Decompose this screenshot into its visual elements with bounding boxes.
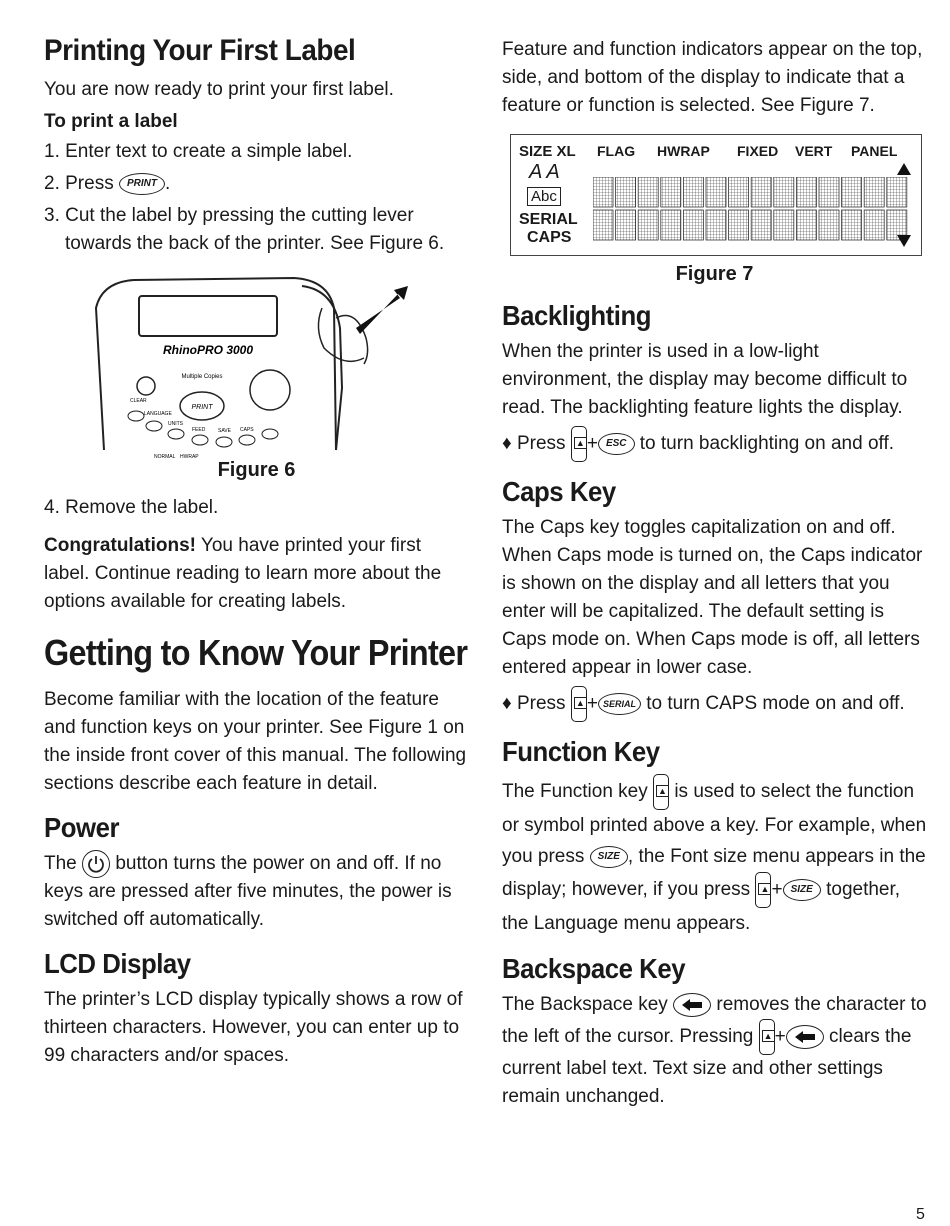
- function-key-icon: [571, 686, 587, 722]
- printer-normal-label: NORMAL: [154, 454, 176, 460]
- figure-7-lcd-display: [510, 134, 922, 256]
- backspace-text-b: removes the character to the left of the cursor. Pressing: [502, 994, 927, 1048]
- steps-list: [44, 138, 469, 258]
- lcd-character-cell: [638, 177, 658, 207]
- lcd-character-cell: [819, 210, 839, 240]
- function-key-icon: [571, 426, 587, 462]
- lcd-character-cell: [864, 177, 884, 207]
- power-text-b: button turns the power on and off. If no keys are pressed after five minutes, the power is switched off automatically.: [44, 853, 452, 931]
- lcd-character-cell: [683, 177, 703, 207]
- backlight-bullet-a: ♦ Press: [502, 433, 566, 455]
- caps-bullet: [502, 686, 927, 722]
- backspace-key-icon: [673, 993, 711, 1017]
- printer-language-label: LANGUAGE: [144, 411, 172, 417]
- power-text-a: The: [44, 853, 77, 875]
- size-key-icon: SIZE: [783, 879, 821, 901]
- step-2: [44, 170, 469, 198]
- figure-6-caption: Figure 6: [217, 459, 296, 481]
- function-text: [502, 774, 927, 939]
- lcd-character-cell: [842, 210, 862, 240]
- lcd-vert: VERT: [795, 143, 833, 159]
- function-text-a: The Function key: [502, 781, 648, 803]
- heading-function-key: Function Key: [502, 736, 660, 767]
- printer-save-label: SAVE: [218, 428, 231, 434]
- lcd-character-cell: [616, 177, 636, 207]
- lcd-character-cell: [706, 177, 726, 207]
- power-text: [44, 850, 469, 934]
- serial-key-icon: SERIAL: [598, 693, 641, 715]
- subheading-to-print: To print a label: [44, 111, 178, 132]
- heading-backlighting: Backlighting: [502, 300, 652, 331]
- function-key-icon: [759, 1019, 775, 1055]
- printer-clear-label: CLEAR: [130, 398, 147, 404]
- printer-illustration: [44, 268, 469, 464]
- backspace-text: [502, 991, 927, 1111]
- lcd-character-cell: [796, 210, 816, 240]
- printer-multiple-copies: Multiple Copies: [181, 374, 223, 380]
- heading-printing-first-label: Printing Your First Label: [44, 34, 356, 67]
- caps-bullet-b: to turn CAPS mode on and off.: [646, 693, 905, 715]
- backspace-text-a: The Backspace key: [502, 994, 668, 1015]
- lcd-character-cell: [706, 210, 726, 240]
- lcd-character-cell: [593, 177, 613, 207]
- function-key-icon: [755, 872, 771, 908]
- plus-sign: +: [586, 693, 598, 715]
- step-2-text: 2. Press: [44, 173, 114, 194]
- function-text-d: together, the Language menu appears.: [502, 879, 901, 934]
- plus-sign: +: [771, 879, 783, 901]
- function-text-c: , the Font size menu appears in the display; however, if you press: [502, 846, 926, 901]
- lcd-character-cell: [751, 177, 771, 207]
- heading-getting-to-know: Getting to Know Your Printer: [44, 632, 468, 673]
- caps-bullet-a: ♦ Press: [502, 693, 566, 715]
- backlight-bullet: [502, 426, 927, 462]
- print-key-icon: PRINT: [119, 173, 165, 195]
- step-2-end: .: [164, 173, 171, 194]
- right-column: [502, 36, 927, 1111]
- congrats-paragraph: [44, 532, 469, 616]
- lcd-character-cell: [774, 210, 794, 240]
- lcd-text: The printer’s LCD display typically shows a row of thirteen characters. However, you can enter up to 99 characters and/or spaces.: [44, 989, 463, 1067]
- lcd-panel: PANEL: [851, 143, 898, 159]
- step-1: 1. Enter text to create a simple label.: [44, 141, 353, 162]
- steps-list-continued: [44, 494, 469, 522]
- lcd-character-cell: [819, 177, 839, 207]
- lcd-aa: A A: [529, 161, 560, 183]
- lcd-character-cell: [593, 210, 613, 240]
- lcd-character-cell: [638, 210, 658, 240]
- heading-lcd-display: LCD Display: [44, 948, 191, 980]
- backspace-text-c: clears the current label text. Text size and other settings remain unchanged.: [502, 1026, 912, 1107]
- printer-caps-label: CAPS: [240, 427, 254, 433]
- function-key-icon: [653, 774, 669, 810]
- lcd-scroll-up-arrow-icon: [897, 163, 911, 175]
- lcd-hwrap: HWRAP: [657, 143, 710, 159]
- left-column: [44, 28, 469, 1070]
- lcd-fixed: FIXED: [737, 143, 779, 159]
- backspace-key-icon: [786, 1025, 824, 1049]
- page-number: 5: [916, 1206, 925, 1223]
- lcd-character-cell: [774, 177, 794, 207]
- lcd-character-cell: [796, 177, 816, 207]
- heading-power: Power: [44, 812, 120, 843]
- printer-units-label: UNITS: [168, 421, 183, 427]
- lcd-character-cell: [729, 210, 749, 240]
- function-text-b: is used to select the function or symbol printed above a key. For example, when you press: [502, 781, 927, 867]
- intro-text: You are now ready to print your first label.: [44, 79, 394, 100]
- indicators-text: Feature and function indicators appear on the top, side, and bottom of the display to indicate that a feature or function is selected. See Figure 7.: [502, 39, 923, 116]
- lcd-serial: SERIAL: [519, 211, 578, 228]
- know-text: Become familiar with the location of the feature and function keys on your printer. See Figure 1 on the inside front cover of this manual. The following sections describe each feature in detail.: [44, 689, 467, 794]
- lcd-character-cell: [751, 210, 771, 240]
- step-4: 4. Remove the label.: [44, 497, 219, 518]
- lcd-character-cell: [729, 177, 749, 207]
- printer-hwrap-label: HWRAP: [180, 454, 199, 460]
- figure-6: [44, 268, 469, 464]
- lcd-character-cell: [661, 177, 681, 207]
- backlight-text: When the printer is used in a low-light environment, the display may become difficult to read. The backlighting feature lights the display.: [502, 341, 908, 418]
- backlight-bullet-b: to turn backlighting on and off.: [639, 433, 894, 455]
- plus-sign: +: [586, 433, 598, 455]
- lcd-character-cell: [842, 177, 862, 207]
- esc-key-icon: ESC: [598, 433, 635, 455]
- lcd-character-cell: [616, 210, 636, 240]
- lcd-pixel-grid: [593, 177, 919, 241]
- lcd-size-xl: SIZE XL: [519, 143, 576, 160]
- plus-sign: +: [774, 1026, 786, 1048]
- caps-text: The Caps key toggles capitalization on and off. When Caps mode is turned on, the Caps indicator is shown on the display and all letters that you enter will be capitalized. The default setting is Caps mode on. When Caps mode is off, all letters entered appear in lower case.: [502, 517, 923, 678]
- lcd-character-cell: [864, 210, 884, 240]
- printer-print-key: PRINT: [191, 404, 213, 411]
- size-key-icon: SIZE: [590, 846, 628, 868]
- lcd-character-cell: [683, 210, 703, 240]
- lcd-caps: CAPS: [527, 229, 572, 246]
- heading-caps-key: Caps Key: [502, 476, 616, 507]
- congrats-bold: Congratulations!: [44, 535, 196, 556]
- lcd-abc: Abc: [527, 187, 561, 206]
- lcd-character-cell: [661, 210, 681, 240]
- printer-feed-label: FEED: [192, 427, 206, 433]
- lcd-character-cell: [887, 177, 907, 207]
- congrats-text: You have printed your first label. Continue reading to learn more about the options available for creating labels.: [44, 535, 442, 612]
- lcd-scroll-down-arrow-icon: [897, 235, 911, 247]
- step-3: 3. Cut the label by pressing the cutting lever towards the back of the printer. See Figure 6.: [44, 205, 445, 254]
- power-icon: [82, 850, 110, 878]
- printer-brand: RhinoPRO 3000: [162, 343, 254, 357]
- lcd-flag: FLAG: [597, 143, 636, 159]
- figure-7-caption: Figure 7: [675, 263, 754, 285]
- heading-backspace-key: Backspace Key: [502, 953, 686, 984]
